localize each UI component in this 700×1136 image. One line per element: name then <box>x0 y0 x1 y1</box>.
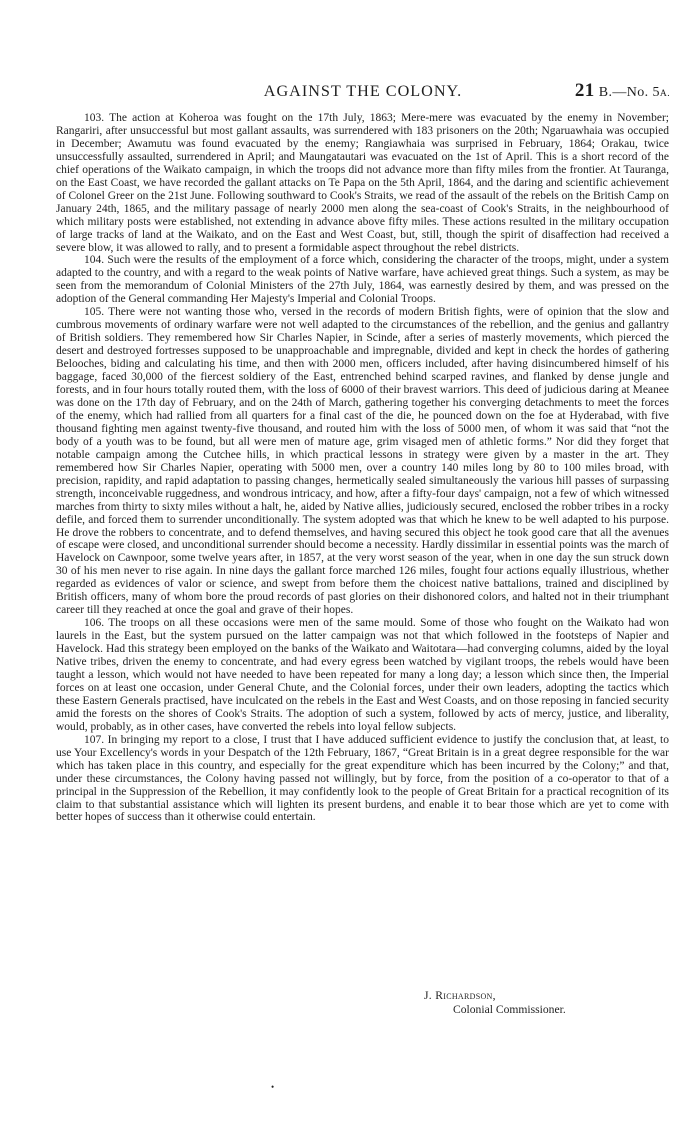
signatory-name: J. Richardson, <box>424 989 496 1002</box>
paragraph-103: 103. The action at Koheroa was fought on the 17th July, 1863; Mere-mere was evacuated by the enemy in November; Rangariri, after unsuccessful but most gallant assaults, was surrendered with 183 prisoners on the 20th; Ngaruawhaia was occupied in December; Awamutu was found evacuated by the enemy; Rangiawhaia was surprised in February, 1864; Orakau, twice unsuccessfully assaulted, surrendered in April; and Maungatautari was evacuated on the 1st of April. This is a short record of the chief operations of the Waikato campaign, in which the troops did not advance more than fifty miles from the frontier. At Tauranga, on the East Coast, we have recorded the gallant attacks on Te Papa on the 5th April, 1864, and the daring and scientific achievement of Colonel Greer on the 21st June. Following southward to Cook's Straits, we read of the assault of the rebels on the British Camp on January 24th, 1865, and the military passage of nearly 2000 men along the sea-coast of Cook's Straits, in the neighbourhood of which military posts were established, not extending in advance above fifty miles. These actions resulted in the military occupation of large tracks of land at the Waikato, and on the East and West Coast, but, still, though the spirit of disaffection had received a severe blow, it was allowed to rally, and to present a formidable aspect throughout the rebel districts. <box>56 112 669 254</box>
running-title: AGAINST THE COLONY. <box>263 82 463 100</box>
page-reference <box>575 80 670 102</box>
paragraph-104: 104. Such were the results of the employment of a force which, considering the character of the troops, might, under a system adapted to the country, and with a regard to the weak points of Native warfare, have achieved great things. Such a system, as may be seen from the memorandum of Colonial Ministers of the 27th July, 1864, was earnestly desired by them, and was pressed on the adoption of the General commanding Her Majesty's Imperial and Colonial Troops. <box>56 254 669 306</box>
paragraph-107: 107. In bringing my report to a close, I trust that I have adduced sufficient evidence to justify the conclusion that, at least, to use Your Excellency's words in your Despatch of the 12th February, 1867, “Great Britain is in a great degree responsible for the war which has taken place in this country, and especially for the great expenditure which has been incurred by the Colony;” and that, under these circumstances, the Colony having passed not willingly, but by force, from the position of a co-operator to that of a principal in the Suppression of the Rebellion, it may confidently look to the people of Great Britain for a practical recognition of its claim to that substantial assistance which will lighten its present burdens, and enable it to bear those which are yet to come with better hopes of success than it otherwise could entertain. <box>56 733 669 824</box>
document-reference: B.—No. 5 <box>598 85 660 100</box>
page-number: 21 <box>574 80 595 101</box>
signatory-title: Colonial Commissioner. <box>453 1002 566 1016</box>
footer-mark: • <box>271 1082 275 1092</box>
paragraph-106: 106. The troops on all these occasions were men of the same mould. Some of those who fought on the Waikato had won laurels in the East, but the system pursued on the latter campaign was not that which followed in the footsteps of Napier and Havelock. Had this strategy been employed on the banks of the Waikato and Waitotara—had converging columns, aided by the loyal Native tribes, driven the enemy to concentrate, and had every egress been watched by vigilant troops, the rebels would have been taught a lesson, which would not have needed to have been repeated for many a long day; a lesson which since then, the Imperial forces on at least one occasion, under General Chute, and the Colonial forces, under their own leaders, adopting the tactics which these Eastern Generals practised, have inculcated on the rebels in the East and West Coasts, and on those reposing in fancied security amid the forests on the shores of Cook's Straits. The adoption of such a system, followed by acts of mercy, justice, and liberality, would, probably, as in other cases, have converted the rebels into loyal fellow subjects. <box>56 617 669 733</box>
paragraph-105: 105. There were not wanting those who, versed in the records of modern British fights, were of opinion that the slow and cumbrous movements of ordinary warfare were not well adapted to the circumstances of the rebellion, and the genius and gallantry of British soldiers. They remembered how Sir Charles Napier, in Scinde, after a series of masterly movements, which pierced the desert and destroyed fortresses supposed to be unapproachable and impregnable, divided and kept in check the hordes of gathering Belooches, biding and calculating his time, and then with 2000 men, officers included, after having disincumbered himself of his baggage, faced 30,000 of the fiercest soldiery of the East, entrenched behind scarped ravines, and flanked by dense jungle and forests, and in four hours totally routed them, with the loss of 6000 of their bravest warriors. This deed of judicious daring at Meanee was done on the 17th day of February, and on the 24th of March, gathering together his converging detachments to meet the forces of the enemy, which had rallied from all quarters for a final cast of the die, he pounced down on the foe at Hyderabad, with five thousand fighting men against twenty-five thousand, and routed him with the loss of 5000 men, of whom it was said that “not the body of a youth was to be found, but all were men of mature age, grim visaged men of athletic forms.” Nor did they forget that notable campaign among the Cutchee hills, in which practical lessons in strategy were given by a master in the art. They remembered how Sir Charles Napier, operating with 5000 men, over a country 140 miles long by 80 to 100 miles broad, with precision, rapidity, and rapid adaptation to passing changes, hermetically sealed simultaneously the various hill passes of surpassing strength, inconceivable ruggedness, and wondrous intricacy, and how, after a fifty-four days' campaign, not a few of which witnessed marches from thirty to sixty miles without a halt, he, aided by Native allies, judiciously secured, enclosed the robber tribes in a rocky defile, and forced them to surrender unconditionally. The system adopted was that which he knew to be well adapted to his purpose. He drove the robbers to concentrate, and to defend themselves, and having secured this object he took good care that all the avenues of escape were closed, and unconditional surrender should become a necessity. Hardly dissimilar in essential points was the march of Havelock on Cawnpoor, some twelve years after, in 1857, at the very worst season of the year, when in one day the sun struck down 30 of his men never to rise again. In nine days the gallant force marched 126 miles, fought four actions equally illustrious, whether regarded as evidences of valor or science, and swept from before them the choicest native battalions, trained and disciplined by British officers, many of whom bore the proud records of past glories on their dishonored colors, and halted not in their triumphant career till they reached at once the goal and grave of their hopes. <box>56 306 669 617</box>
signature-block <box>422 989 566 1016</box>
document-reference-suffix: A. <box>659 88 670 99</box>
page-header <box>56 70 670 101</box>
report-body <box>56 112 669 824</box>
